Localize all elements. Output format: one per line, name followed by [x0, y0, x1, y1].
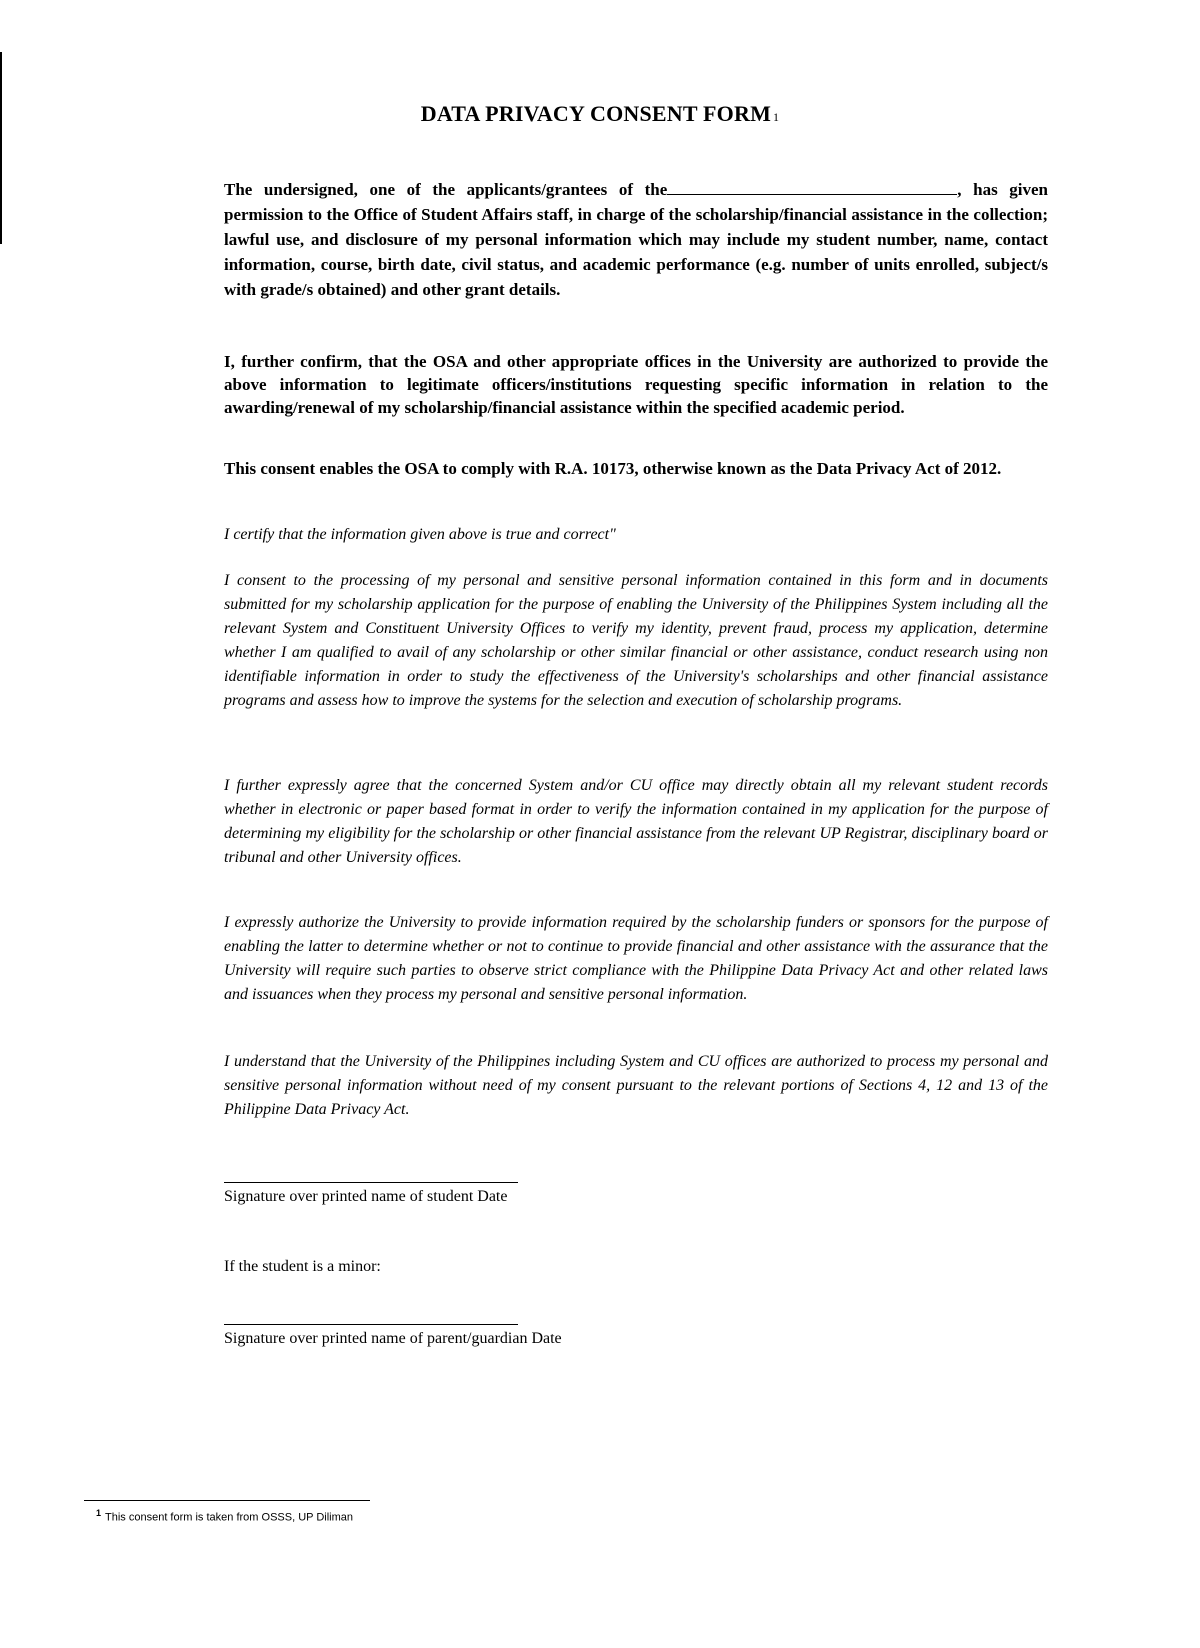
minor-block: [224, 1256, 1048, 1278]
para2-text: I, further confirm, that the OSA and other appropriate offices in the University are authorized to provide the above information to legitimate officers/institutions requesting specific information in relation to the awarding/renewal of my scholarship/financial assistance within the specified academic period.: [224, 352, 1048, 417]
para1-after-blank: , has given permission to the Office of Student Affairs staff, in charge of the scholarship/financial assistance in the collection; lawful use, and disclosure of my personal information which may include my student number, name, contact information, course, birth date, civil status, and academic performance (e.g. number of units enrolled, subject/s with grade/s obtained) and other grant details.: [224, 180, 1048, 299]
title-footnote-mark: 1: [773, 110, 780, 124]
footnote: [96, 1508, 353, 1524]
page-title: [0, 101, 1200, 127]
paragraph-consent-records: [224, 774, 1048, 870]
guardian-signature-block: [224, 1328, 1048, 1350]
footnote-divider: [84, 1500, 370, 1501]
paragraph-consent-osa: [224, 457, 1048, 480]
consent1-text: I consent to the processing of my personal and sensitive personal information contained in this form and in documents submitted for my scholarship application for the purpose of enabling the University of the Philippines System including all the relevant System and Constituent University Offices to verify my identity, prevent fraud, process my application, determine whether I am qualified to avail of any scholarship or other similar financial or other assistance, conduct research using non identifiable information in order to study the effectiveness of the University's scholarships and other financial assistance programs and assess how to improve the systems for the selection and execution of scholarship programs.: [224, 572, 1048, 709]
paragraph-consent-understand: [224, 1050, 1048, 1122]
certify-text: I certify that the information given above is true and correct": [224, 526, 616, 543]
student-signature-block: [224, 1186, 1048, 1208]
left-margin-rule: [0, 52, 2, 244]
minor-label: If the student is a minor:: [224, 1258, 381, 1275]
guardian-signature-label: Signature over printed name of parent/guardian Date: [224, 1330, 562, 1347]
footnote-number: 1: [96, 1508, 102, 1518]
student-signature-label: Signature over printed name of student Date: [224, 1188, 508, 1205]
para1-before-blank: The undersigned, one of the applicants/grantees of the: [224, 180, 668, 199]
guardian-signature-line[interactable]: [224, 1324, 518, 1325]
consent2-text: I further expressly agree that the concerned System and/or CU office may directly obtain all my relevant student records whether in electronic or paper based format in order to verify the information contained in my application for the purpose of determining my eligibility for the scholarship or other financial assistance from the relevant UP Registrar, disciplinary board or tribunal and other University offices.: [224, 777, 1048, 866]
paragraph-undersigned: [224, 177, 1048, 302]
paragraph-consent-processing: [224, 569, 1048, 713]
footnote-text: This consent form is taken from OSSS, UP Diliman: [105, 1511, 354, 1524]
program-name-blank[interactable]: [667, 180, 957, 195]
consent3-text: I expressly authorize the University to provide information required by the scholarship funders or sponsors for the purpose of enabling the latter to determine whether or not to continue to provide financial and other assistance with the assurance that the University will require such parties to observe strict compliance with the Philippine Data Privacy Act and other related laws and issuances when they process my personal and sensitive personal information.: [224, 914, 1048, 1003]
paragraph-certify: [224, 523, 1048, 547]
consent4-text: I understand that the University of the Philippines including System and CU offices are authorized to process my personal and sensitive personal information without need of my consent pursuant to the relevant portions of Sections 4, 12 and 13 of the Philippine Data Privacy Act.: [224, 1053, 1048, 1118]
paragraph-consent-funders: [224, 911, 1048, 1007]
title-text: DATA PRIVACY CONSENT FORM: [420, 101, 772, 126]
student-signature-line[interactable]: [224, 1182, 518, 1183]
para3-text: This consent enables the OSA to comply with R.A. 10173, otherwise known as the Data Privacy Act of 2012.: [224, 459, 1002, 478]
paragraph-confirm: [224, 350, 1048, 419]
